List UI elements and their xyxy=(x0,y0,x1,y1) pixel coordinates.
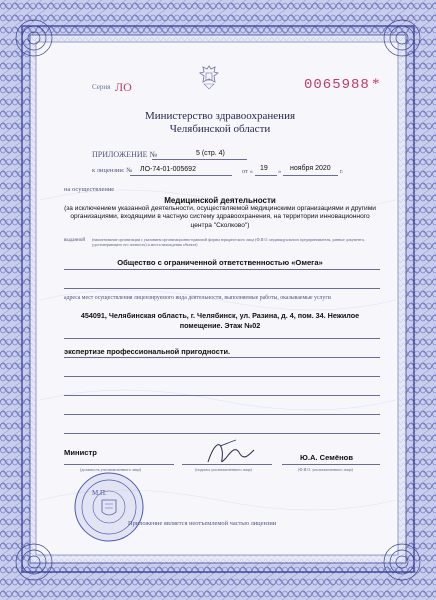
official-seal xyxy=(72,470,146,544)
service-text: экспертизе профессиональной пригодности. xyxy=(64,347,231,356)
date-month-year: ноября 2020 xyxy=(290,165,331,172)
date-day: 19 xyxy=(260,165,268,172)
appendix-value: 5 (стр. 4) xyxy=(196,150,225,157)
ministry-line-1: Министерство здравоохранения xyxy=(144,110,296,122)
serial-number: 0065988 xyxy=(304,77,370,93)
address-label: адреса мест осуществления лицензируемого вида деятельности, выполняемые работы, оказываемые услуги xyxy=(64,295,331,301)
date-separator: » xyxy=(278,168,282,175)
date-from-label: от « xyxy=(242,168,253,175)
appendix-label: ПРИЛОЖЕНИЕ № xyxy=(92,150,158,159)
date-suffix: г. xyxy=(340,168,344,175)
ministry-name xyxy=(80,110,360,136)
organization-name: Общество с ограниченной ответственностью «Омега» xyxy=(117,258,323,267)
ministry-line-2: Челябинской области xyxy=(169,123,271,135)
activity-title: Медицинской деятельности xyxy=(164,196,276,205)
caption-name: (Ф.И.О. уполномоченного лица) xyxy=(298,467,353,472)
license-label: к лицензии: № xyxy=(92,167,133,174)
coat-of-arms-emblem xyxy=(198,64,220,90)
footer-note: Приложение является неотъемлемой частью лицензии xyxy=(128,520,277,527)
caption-signature: (подпись уполномоченного лица) xyxy=(195,467,252,472)
activity-description: (за исключением указанной деятельности, осуществляемой медицинскими организациями и другими организациями, входящими в частную систему здравоохранения, на территории инновационного центра "Сколково") xyxy=(64,205,376,229)
series-value: ЛО xyxy=(115,80,132,94)
stamp-label: М.П. xyxy=(92,489,107,497)
address-text: 454091, Челябинская область, г. Челябинск, ул. Разина, д. 4, пом. 34. Нежилое помещение. Этаж №02 xyxy=(80,311,360,330)
issued-description: (наименование организации с указанием организационно-правовой формы юридического лица (Ф.И.О. индивидуального предпринимателя, данные документа, удостоверяющего его личность) и места нахождения объекта) xyxy=(92,237,365,247)
license-number: ЛО-74-01-005692 xyxy=(140,166,196,173)
caption-position: (должность уполномоченного лица) xyxy=(80,467,142,472)
serial-mark: * xyxy=(372,76,380,92)
issued-label: выданной xyxy=(64,238,86,243)
signer-position: Министр xyxy=(64,448,97,457)
signer-name: Ю.А. Семёнов xyxy=(300,453,353,462)
signature-mark xyxy=(200,436,260,470)
activity-label: на осуществление xyxy=(64,186,115,193)
series-label: Серия xyxy=(92,83,111,91)
